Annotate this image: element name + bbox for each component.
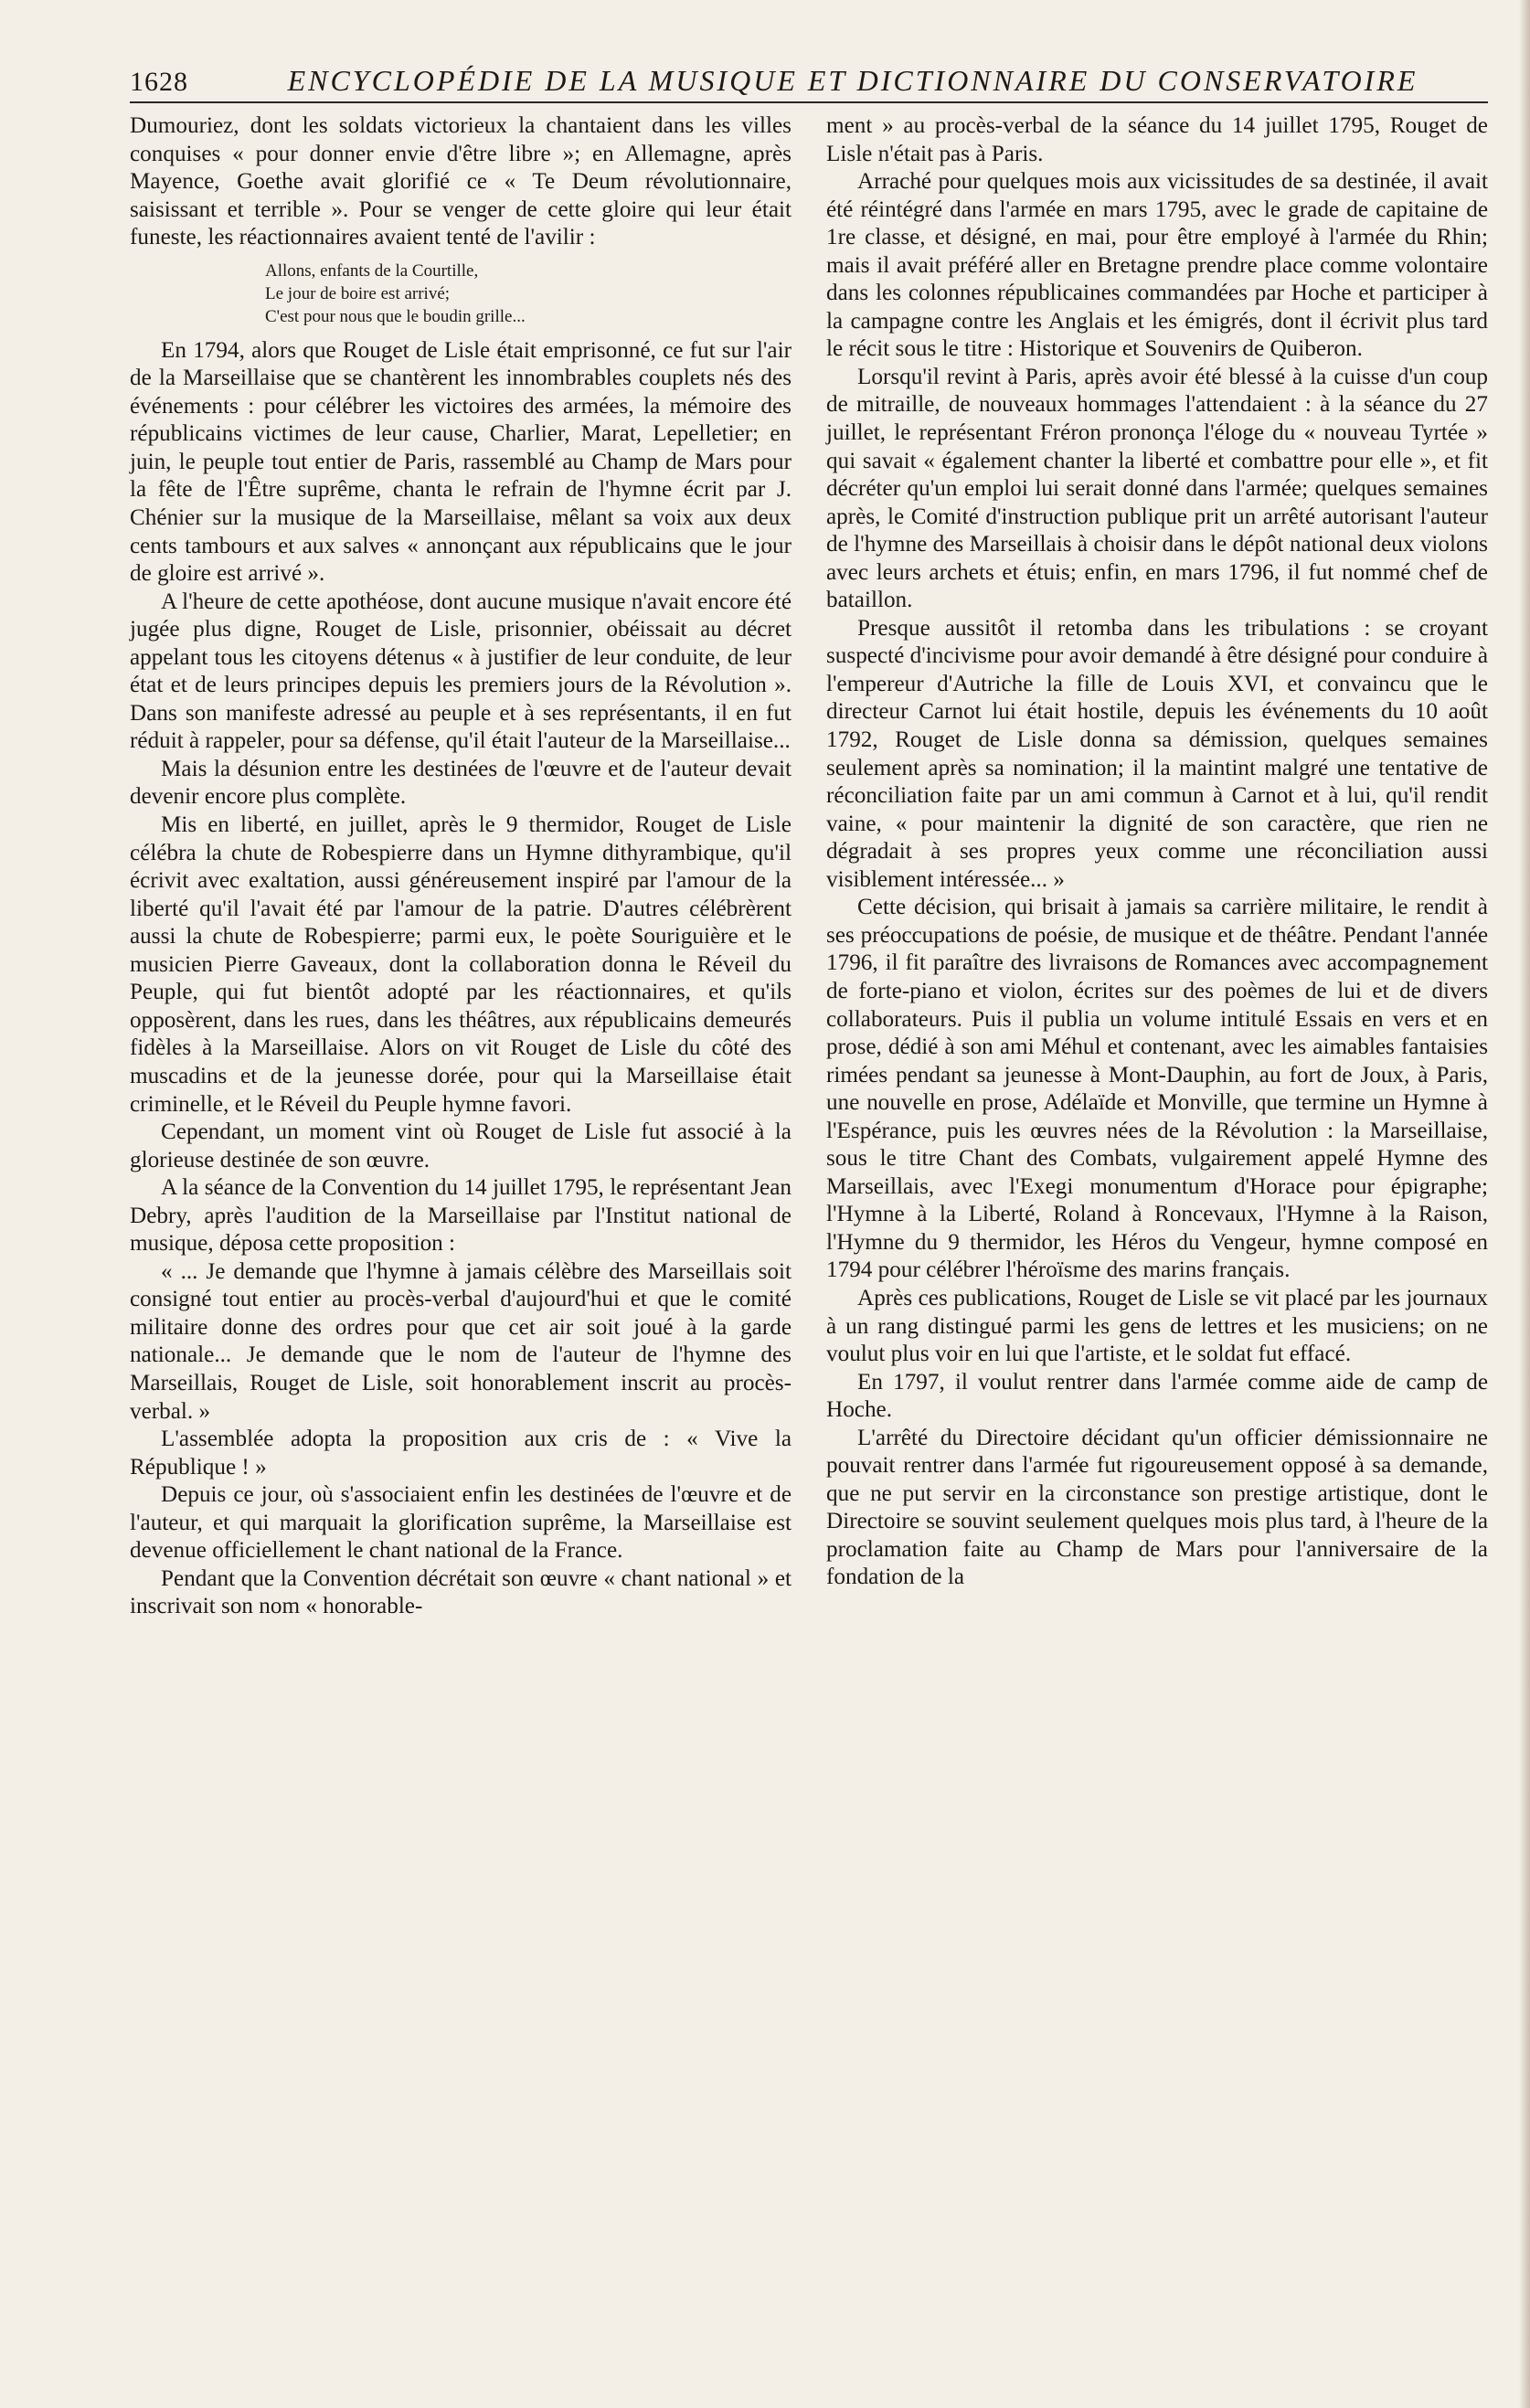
paragraph: A la séance de la Convention du 14 juillet 1795, le représentant Jean Debry, après l'audition de la Marseillaise par l'Institut national de musique, déposa cette proposition : bbox=[130, 1175, 792, 1257]
quoted-paragraph: « ... Je demande que l'hymne à jamais célèbre des Marseillais soit consigné tout entier au procès-verbal d'aujourd'hui et que le comité militaire donne des ordres pour que cet air soit joué à la garde nationale... Je demande que le nom de l'auteur de l'hymne des Marseillais, Rouget de Lisle, soit honorablement inscrit au procès-verbal. » bbox=[130, 1258, 792, 1424]
paragraph: Mais la désunion entre les destinées de l'œuvre et de l'auteur devait devenir encore plus complète. bbox=[130, 756, 792, 810]
page-edge-shadow bbox=[1519, 0, 1530, 2408]
paragraph: Cette décision, qui brisait à jamais sa carrière militaire, le rendit à ses préoccupations de poésie, de musique et de théâtre. Pendant l'année 1796, il fit paraître des livraisons de Romances avec accompagnement de forte-piano et violon, écrites sur des poèmes de lui et de divers collaborateurs. Puis il publia un volume intitulé Essais en vers et en prose, dédié à son ami Méhul et contenant, avec les aimables fantaisies rimées pendant sa jeunesse à Mont-Dauphin, au fort de Joux, à Paris, une nouvelle en prose, Adélaïde et Monville, que termine un Hymne à l'Espérance, puis les œuvres nées de la Révolution : la Marseillaise, sous le titre Chant des Combats, vulgairement appelé Hymne des Marseillais, avec l'Exegi monumentum d'Horace pour épigraphe; l'Hymne à la Liberté, Roland à Roncevaux, l'Hymne à la Raison, l'Hymne du 9 thermidor, les Héros du Vengeur, hymne composé en 1794 pour célébrer l'héroïsme des marins français. bbox=[826, 895, 1488, 1283]
paragraph: En 1797, il voulut rentrer dans l'armée comme aide de camp de Hoche. bbox=[826, 1369, 1488, 1423]
paragraph: Lorsqu'il revint à Paris, après avoir été blessé à la cuisse d'un coup de mitraille, de nouveaux hommages l'attendaient : à la séance du 27 juillet, le représentant Fréron prononça l'éloge du « nouveau Tyrtée » qui savait « également chanter la liberté et combattre pour elle », et fit décréter qu'un emploi lui serait donné dans l'armée; quelques semaines après, le Comité d'instruction publique prit un arrêté autorisant l'auteur de l'hymne des Marseillais à choisir dans le dépôt national deux violons avec leurs archets et étuis; enfin, en mars 1796, il fut nommé chef de bataillon. bbox=[826, 364, 1488, 613]
running-head: ENCYCLOPÉDIE DE LA MUSIQUE ET DICTIONNAIRE DU CONSERVATOIRE bbox=[287, 64, 1418, 97]
paragraph: Depuis ce jour, où s'associaient enfin les destinées de l'œuvre et de l'auteur, et qui marquait la glorification suprême, la Marseillaise est devenue officiellement le chant national de la France. bbox=[130, 1482, 792, 1564]
page-number: 1628 bbox=[130, 67, 188, 97]
verse-quote bbox=[265, 260, 792, 328]
verse-line: Allons, enfants de la Courtille, bbox=[265, 260, 479, 281]
paragraph: Mis en liberté, en juillet, après le 9 thermidor, Rouget de Lisle célébra la chute de Robespierre dans un Hymne dithyrambique, qu'il écrivit avec exaltation, aussi généreusement inspiré par l'amour de la liberté qu'il l'avait été par l'amour de la patrie. D'autres célébrèrent aussi la chute de Robespierre; parmi eux, le poète Souriguière et le musicien Pierre Gaveaux, dont la collaboration donna le Réveil du Peuple, qui fut bientôt adopté par les réactionnaires, et qu'ils opposèrent, dans les rues, dans les théâtres, aux républicains demeurés fidèles à la Marseillaise. Alors on vit Rouget de Lisle du côté des muscadins et de la jeunesse dorée, pour qui la Marseillaise était criminelle, et le Réveil du Peuple hymne favori. bbox=[130, 812, 792, 1117]
paragraph: Presque aussitôt il retomba dans les tribulations : se croyant suspecté d'incivisme pour avoir demandé à être désigné pour conduire à l'empereur d'Autriche la fille de Louis XVI, et convaincu que le directeur Carnot lui était hostile, depuis les événements du 10 août 1792, Rouget de Lisle donna sa démission, quelques semaines seulement après sa nomination; il la maintint malgré une tentative de réconciliation faite par un ami commun à Carnot et à lui, qu'il rendit vaine, « pour maintenir la dignité de son caractère, que rien ne dégradait à ses propres yeux comme une réconciliation aussi visiblement intéressée... » bbox=[826, 615, 1488, 892]
paragraph: L'arrêté du Directoire décidant qu'un officier démissionnaire ne pouvait rentrer dans l'armée fut rigoureusement opposé à sa demande, que ne put servir en la circonstance son prestige artistique, dont le Directoire se souvint seulement quelques mois plus tard, à l'heure de la proclamation faite au Champ de Mars pour l'anniversaire de la fondation de la bbox=[826, 1425, 1488, 1590]
paragraph: L'assemblée adopta la proposition aux cris de : « Vive la République ! » bbox=[130, 1427, 792, 1480]
paragraph: A l'heure de cette apothéose, dont aucune musique n'avait encore été jugée plus digne, Rouget de Lisle, prisonnier, obéissait au décret appelant tous les citoyens détenus « à justifier de leur conduite, de leur état et de leurs principes depuis les premiers jours de la Révolution ». Dans son manifeste adressé au peuple et à ses représentants, il en fut réduit à rappeler, pour sa défense, qu'il était l'auteur de la Marseillaise... bbox=[130, 589, 792, 754]
paragraph: En 1794, alors que Rouget de Lisle était emprisonné, ce fut sur l'air de la Marseillaise que se chantèrent les innombrables couplets nés des événements : pour célébrer les victoires des armées, la mémoire des républicains victimes de leur cause, Charlier, Marat, Lepelletier; en juin, le peuple tout entier de Paris, rassemblé au Champ de Mars pour la fête de l'Être suprême, chanta le refrain de l'hymne écrit par J. Chénier sur la musique de la Marseillaise, mêlant sa voix aux deux cents tambours et aux salves « annonçant aux républicains que le jour de gloire est arrivé ». bbox=[130, 337, 792, 587]
paragraph: Arraché pour quelques mois aux vicissitudes de sa destinée, il avait été réintégré dans l'armée en mars 1795, avec le grade de capitaine de 1re classe, et désigné, en mai, pour être employé à l'armée du Rhin; mais il avait préféré aller en Bretagne prendre place comme volontaire dans les colonnes républicaines commandées par Hoche et participer à la campagne contre les Anglais et les émigrés, dont il écrivit plus tard le récit sous le titre : Historique et Souvenirs de Quiberon. bbox=[826, 169, 1488, 362]
paragraph: Cependant, un moment vint où Rouget de Lisle fut associé à la glorieuse destinée de son œuvre. bbox=[130, 1119, 792, 1172]
left-column bbox=[130, 112, 792, 1621]
text-columns bbox=[130, 112, 1488, 1621]
paragraph: ment » au procès-verbal de la séance du 14 juillet 1795, Rouget de Lisle n'était pas à Paris. bbox=[826, 113, 1488, 166]
paragraph: Dumouriez, dont les soldats victorieux la chantaient dans les villes conquises « pour donner envie d'être libre »; en Allemagne, après Mayence, Goethe avait glorifié ce « Te Deum révolutionnaire, saisissant et terrible ». Pour se venger de cette gloire qui leur était funeste, les réactionnaires avaient tenté de l'avilir : bbox=[130, 113, 792, 250]
verse-line: Le jour de boire est arrivé; bbox=[265, 283, 451, 303]
right-column bbox=[826, 112, 1488, 1621]
paragraph: Pendant que la Convention décrétait son œuvre « chant national » et inscrivait son nom « honorable- bbox=[130, 1565, 792, 1619]
verse-line: C'est pour nous que le boudin grille... bbox=[265, 306, 526, 326]
page-header bbox=[130, 64, 1488, 103]
paragraph: Après ces publications, Rouget de Lisle se vit placé par les journaux à un rang distingué parmi les gens de lettres et les musiciens; on ne voulut plus voir en lui que l'artiste, et le soldat fut effacé. bbox=[826, 1285, 1488, 1367]
